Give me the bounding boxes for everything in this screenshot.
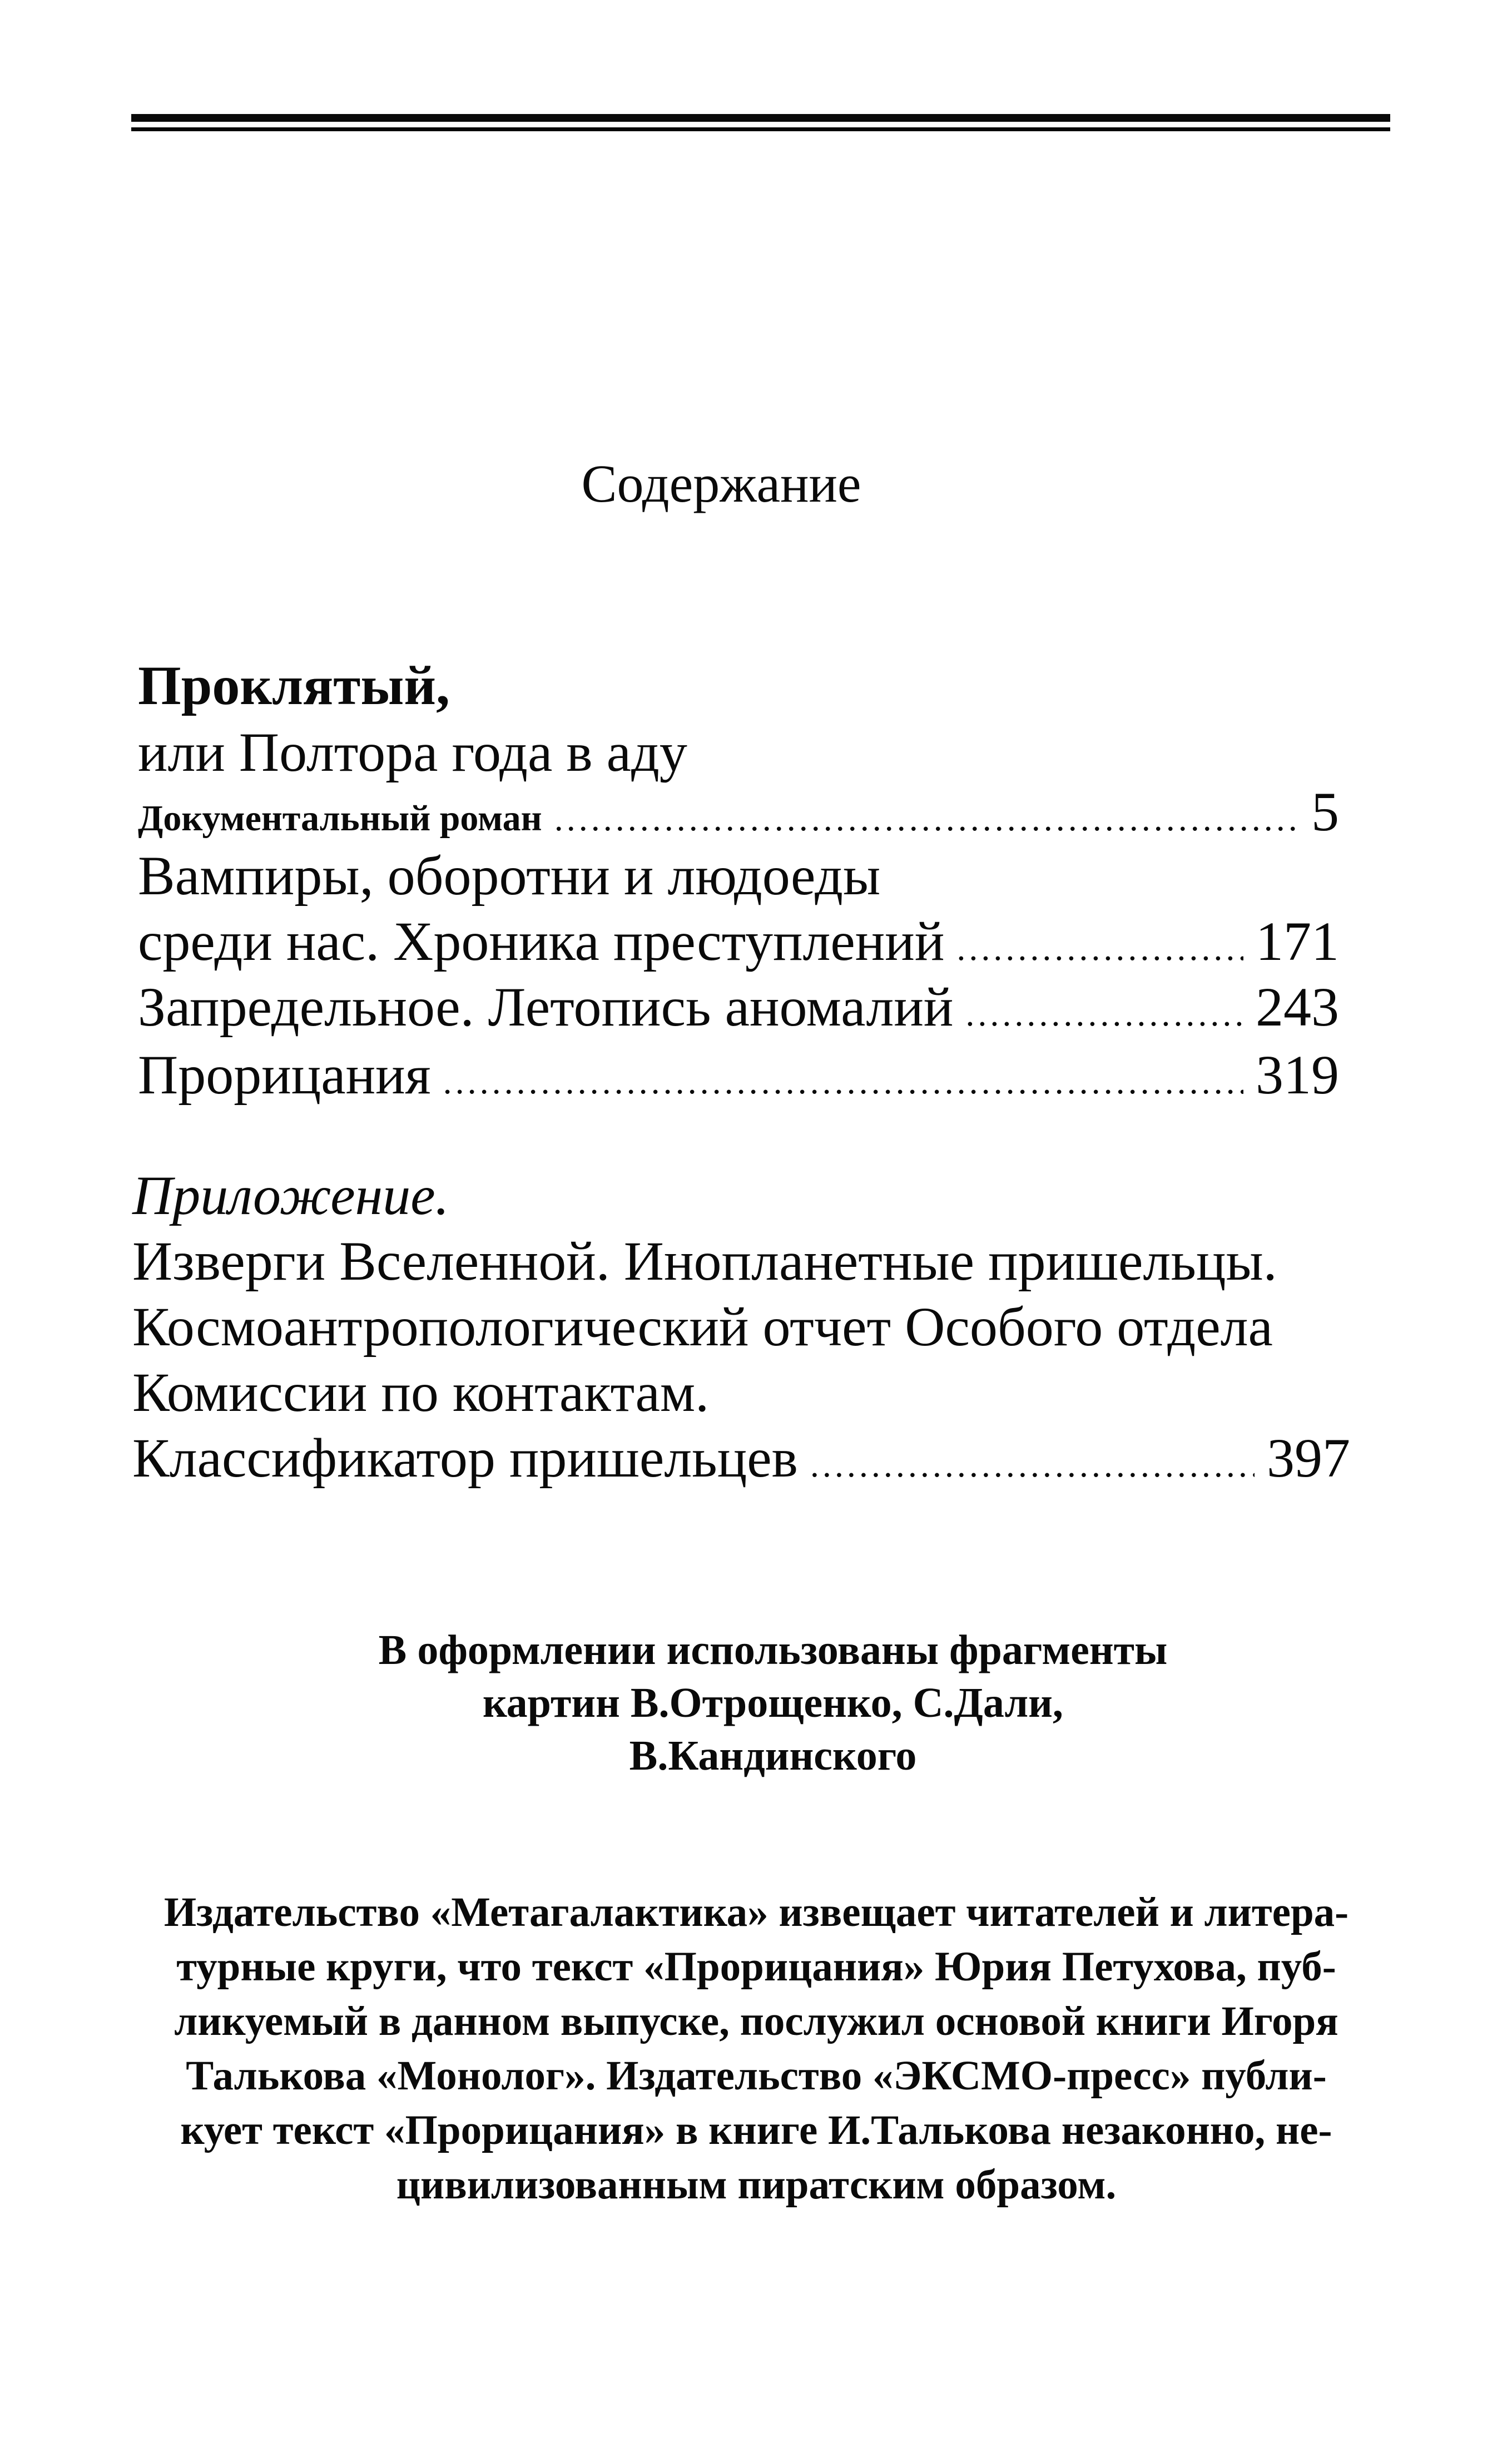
toc-entry-1-subtitle: или Полтора года в аду [138,721,687,783]
toc-entry-2-line-1: Вампиры, оборотни и людоеды [138,845,881,906]
toc-entry-2-page: 171 [1256,910,1339,972]
toc-entry-1-genre: Документальный роман [138,798,542,839]
toc-appendix-line-4: Классификатор пришельцев [132,1427,798,1489]
toc-leader-dots [956,915,1243,982]
toc-entry-1[interactable] [138,779,1339,852]
notice-line-1: Издательство «Метагалактика» извещает читателей и литера- [163,1889,1349,1935]
toc-entry-4[interactable] [138,1042,1339,1115]
toc-appendix-line-3: Комиссии по контактам. [132,1361,710,1423]
credits-line-3: В.Кандинского [629,1732,917,1779]
notice-line-6: цивилизованным пиратским образом. [396,2162,1117,2208]
toc-appendix-entry[interactable] [132,1425,1350,1498]
toc-entry-3[interactable] [138,974,1339,1047]
toc-leader-dots [443,1048,1243,1115]
toc-appendix-label: Приложение. [132,1165,449,1226]
toc-entry-2[interactable] [138,908,1339,982]
toc-appendix-page: 397 [1267,1427,1350,1489]
toc-entry-3-page: 243 [1256,976,1339,1038]
credits-line-1: В оформлении использованы фрагменты [378,1627,1168,1673]
toc-entry-4-page: 319 [1256,1044,1339,1106]
toc-leader-dots [965,980,1243,1047]
notice-line-2: турные круги, что текст «Прорицания» Юрия Петухова, пуб- [176,1944,1336,1990]
toc-entry-2-line-2: среди нас. Хроника преступлений [138,910,945,972]
toc-entry-4-title: Прорицания [138,1044,431,1106]
toc-appendix-line-1: Изверги Вселенной. Инопланетные пришельцы. [132,1230,1277,1292]
credits-line-2: картин В.Отрощенко, С.Дали, [483,1680,1063,1726]
publisher-notice [133,1885,1379,2212]
toc-leader-dots [810,1431,1255,1498]
notice-line-4: Талькова «Монолог». Издательство «ЭКСМО-пресс» публи- [186,2053,1327,2099]
toc-entry-1-title: Проклятый, [138,655,450,716]
toc-entry-3-title: Запредельное. Летопись аномалий [138,976,954,1038]
notice-line-3: ликуемый в данном выпуске, послужил основой книги Игоря [174,1998,1339,2044]
toc-entry-1-page: 5 [1311,781,1339,843]
notice-line-5: кует текст «Прорицания» в книге И.Талькова незаконно, не- [180,2107,1332,2153]
toc-leader-dots [554,785,1299,852]
illustration-credits [0,1624,1512,1782]
toc-appendix-line-2: Космоантропологический отчет Особого отдела [132,1296,1273,1358]
contents-heading: Содержание [581,454,861,513]
